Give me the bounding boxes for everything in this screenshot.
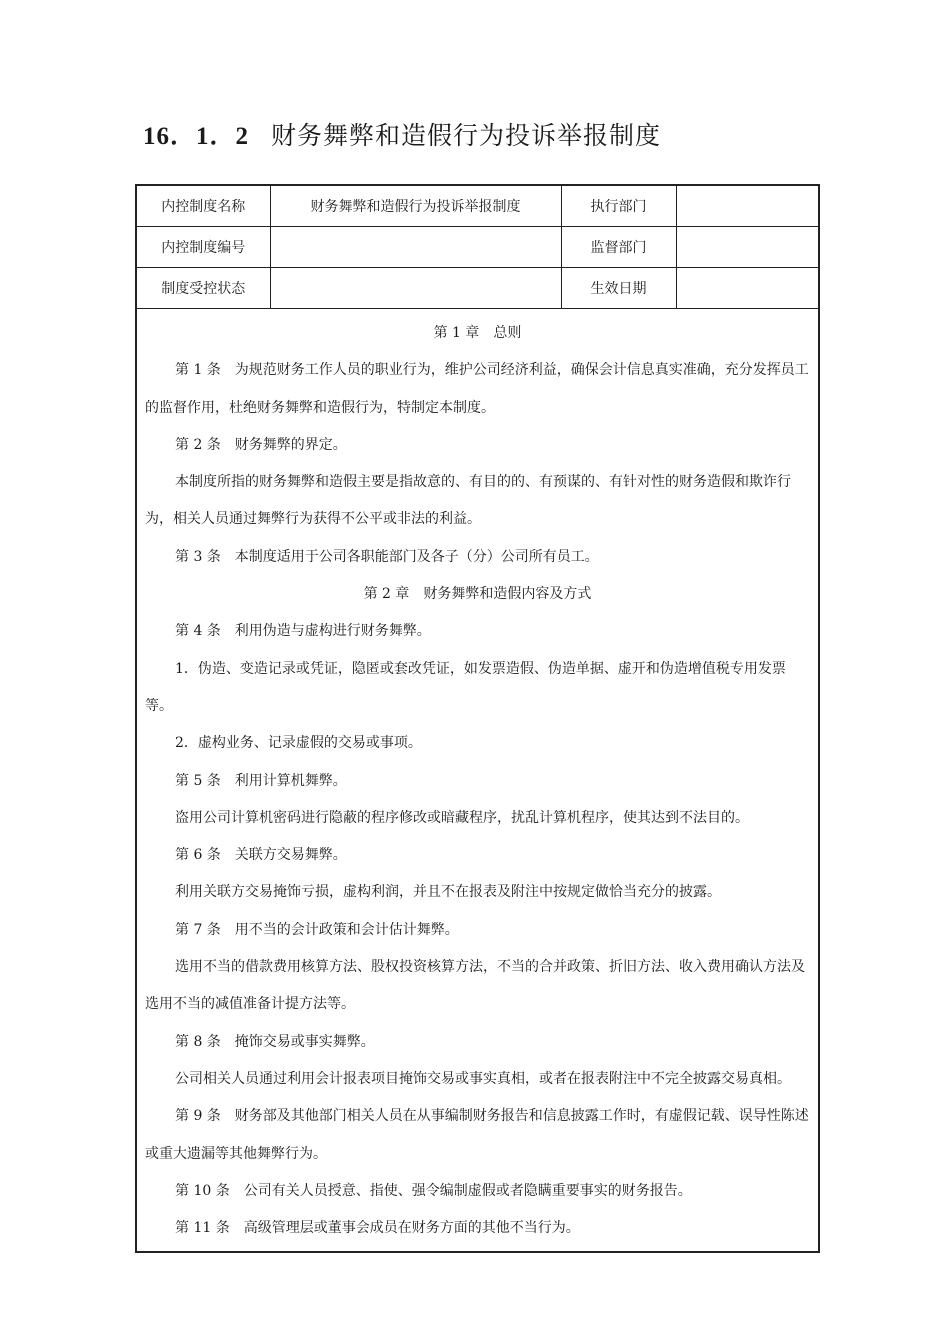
section-number: 16．1．2 xyxy=(143,123,250,150)
article-paragraph: 第 6 条 关联方交易舞弊。 xyxy=(175,847,347,864)
label-executing-dept: 执行部门 xyxy=(561,185,676,227)
policy-body-row xyxy=(136,309,819,1253)
article-paragraph: 2．虚构业务、记录虚假的交易或事项。 xyxy=(175,735,422,752)
info-row-status xyxy=(136,268,819,309)
article-paragraph: 第 5 条 利用计算机舞弊。 xyxy=(175,772,347,789)
label-policy-code: 内控制度编号 xyxy=(136,227,270,268)
value-effective-date xyxy=(676,268,819,309)
value-supervising-dept xyxy=(676,227,819,268)
article-paragraph: 1．伪造、变造记录或凭证，隐匿或套改凭证，如发票造假、伪造单据、虚开和伪造增值税专用发票等。 xyxy=(145,660,786,714)
article-paragraph: 第 11 条 高级管理层或董事会成员在财务方面的其他不当行为。 xyxy=(175,1220,580,1237)
article-paragraph: 选用不当的借款费用核算方法、股权投资核算方法，不当的合并政策、折旧方法、收入费用确认方法及选用不当的减值准备计提方法等。 xyxy=(145,959,805,1013)
label-policy-name: 内控制度名称 xyxy=(136,185,270,227)
value-control-status xyxy=(270,268,561,309)
article-paragraph: 第 9 条 财务部及其他部门相关人员在从事编制财务报告和信息披露工作时，有虚假记载、误导性陈述或重大遗漏等其他舞弊行为。 xyxy=(145,1108,809,1162)
policy-content xyxy=(145,315,810,1247)
label-supervising-dept: 监督部门 xyxy=(561,227,676,268)
chapter-heading: 第 2 章 财务舞弊和造假内容及方式 xyxy=(363,586,592,603)
article-paragraph: 第 7 条 用不当的会计政策和会计估计舞弊。 xyxy=(175,921,459,938)
article-paragraph: 第 2 条 财务舞弊的界定。 xyxy=(175,436,347,453)
section-heading xyxy=(143,116,661,152)
article-paragraph: 第 10 条 公司有关人员授意、指使、强令编制虚假或者隐瞒重要事实的财务报告。 xyxy=(175,1182,692,1199)
label-effective-date: 生效日期 xyxy=(561,268,676,309)
article-paragraph: 第 4 条 利用伪造与虚构进行财务舞弊。 xyxy=(175,623,431,640)
control-policy-table xyxy=(135,184,820,1253)
article-paragraph: 第 3 条 本制度适用于公司各职能部门及各子（分）公司所有员工。 xyxy=(175,548,599,565)
value-executing-dept xyxy=(676,185,819,227)
value-policy-name: 财务舞弊和造假行为投诉举报制度 xyxy=(270,185,561,227)
policy-body xyxy=(136,309,819,1253)
value-policy-code xyxy=(270,227,561,268)
article-paragraph: 公司相关人员通过利用会计报表项目掩饰交易或事实真相，或者在报表附注中不完全披露交易真相。 xyxy=(175,1070,791,1087)
article-paragraph: 利用关联方交易掩饰亏损，虚构利润，并且不在报表及附注中按规定做恰当充分的披露。 xyxy=(175,884,721,901)
article-paragraph: 第 1 条 为规范财务工作人员的职业行为，维护公司经济利益，确保会计信息真实准确，充分发挥员工的监督作用，杜绝财务舞弊和造假行为，特制定本制度。 xyxy=(145,362,809,416)
chapter-heading: 第 1 章 总则 xyxy=(433,325,522,341)
section-title: 财务舞弊和造假行为投诉举报制度 xyxy=(271,121,662,150)
article-paragraph: 本制度所指的财务舞弊和造假主要是指故意的、有目的的、有预谋的、有针对性的财务造假和欺诈行为，相关人员通过舞弊行为获得不公平或非法的利益。 xyxy=(145,474,791,528)
label-control-status: 制度受控状态 xyxy=(136,268,270,309)
article-paragraph: 盗用公司计算机密码进行隐蔽的程序修改或暗藏程序，扰乱计算机程序，使其达到不法目的。 xyxy=(175,809,749,826)
info-row-name xyxy=(136,185,819,227)
article-paragraph: 第 8 条 掩饰交易或事实舞弊。 xyxy=(175,1033,375,1050)
info-row-code xyxy=(136,227,819,268)
